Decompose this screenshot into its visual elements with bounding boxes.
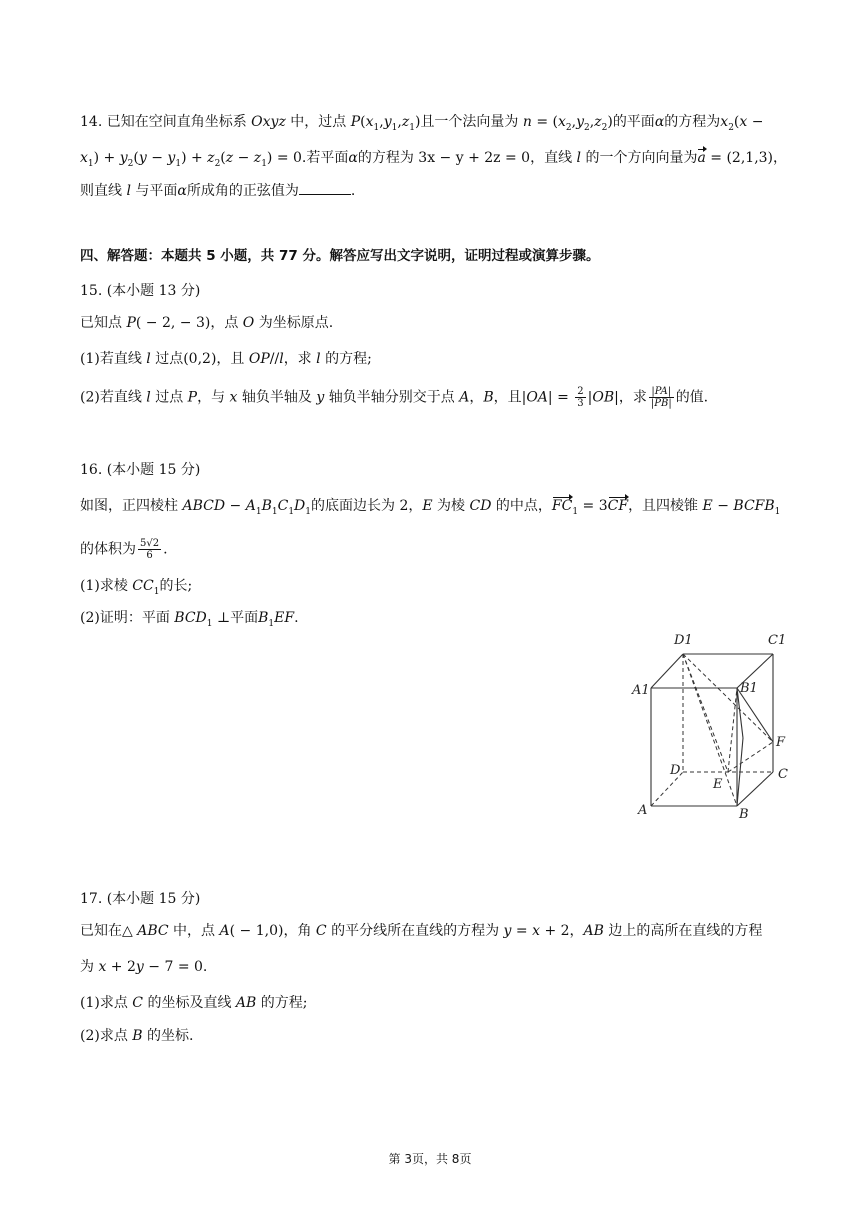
q15-part-2: (2)若直线 l 过点 P，与 x 轴负半轴及 y 轴负半轴分别交于点 A，B，且|OA| = $\frac{2}{3}$ |OB|，求 $\frac{|PA|}{|PB|}$ 的值. <box>80 386 709 409</box>
q16-part-1: (1)求棱 $CC_1$的长; <box>80 578 193 597</box>
prism-figure <box>628 628 798 828</box>
label-d1: D1 <box>674 633 693 648</box>
label-f: F <box>776 735 786 750</box>
label-c1: C1 <box>768 633 787 648</box>
label-c: C <box>778 767 788 782</box>
q17-line-1: 已知在△ ABC 中，点 A( − 1,0)，角 C 的平分线所在直线的方程为 y = x + 2，AB 边上的高所在直线的方程 <box>80 923 763 939</box>
q15-line-1: 已知点 P( − 2, − 3)，点 O 为坐标原点. <box>80 315 334 331</box>
answer-blank <box>299 180 351 195</box>
q14-line-1: 14. 已知在空间直角坐标系 Oxyz 中，过点 $P(x_1,y_1,z_1)$且一个法向量为 $n = (x_2,y_2,z_2)$的平面α的方程为$x_2(x$ − <box>80 114 764 133</box>
label-b: B <box>739 807 749 822</box>
q17-part-1: (1)求点 C 的坐标及直线 AB 的方程; <box>80 995 308 1011</box>
q16-line-2: 的体积为 $\frac{5√2}{6}$ . <box>80 538 168 561</box>
q16-part-2: (2)证明：平面 $BCD_1$ ⊥平面$B_1EF$. <box>80 610 299 629</box>
q17-line-2: 为 x + 2y − 7 = 0. <box>80 959 208 975</box>
q17-header: 17. (本小题 15 分) <box>80 891 201 907</box>
section-4-title: 四、解答题：本题共 5 小题，共 77 分。解答应写出文字说明，证明过程或演算步骤。 <box>80 248 600 264</box>
q14-line-3: 则直线 l 与平面α所成角的正弦值为 . <box>80 180 355 201</box>
q16-header: 16. (本小题 15 分) <box>80 462 201 478</box>
label-a: A <box>638 803 648 818</box>
label-e: E <box>713 777 723 792</box>
page-footer: 第 3页，共 8页 <box>388 1152 472 1166</box>
q14-line-2: $x_1) + y_2(y - y_1) + z_2(z - z_1) = 0$.若平面α的方程为 3x − y + 2z = 0，直线 l 的一个方向向量为a = (2,1,3)， <box>80 150 788 169</box>
q17-part-2: (2)求点 B 的坐标. <box>80 1028 194 1044</box>
label-d: D <box>670 763 681 778</box>
label-a1: A1 <box>632 683 650 698</box>
q15-part-1: (1)若直线 l 过点(0,2)，且 OP//l，求 l 的方程; <box>80 351 372 367</box>
label-b1: B1 <box>740 681 758 696</box>
q16-line-1: 如图，正四棱柱 ABCD − $A_1B_1C_1D_1$的底面边长为 2，E 为棱 CD 的中点，$FC_1 = 3CF$，且四棱锥 $E - BCFB_1$ <box>80 498 781 517</box>
q15-header: 15. (本小题 13 分) <box>80 283 201 299</box>
